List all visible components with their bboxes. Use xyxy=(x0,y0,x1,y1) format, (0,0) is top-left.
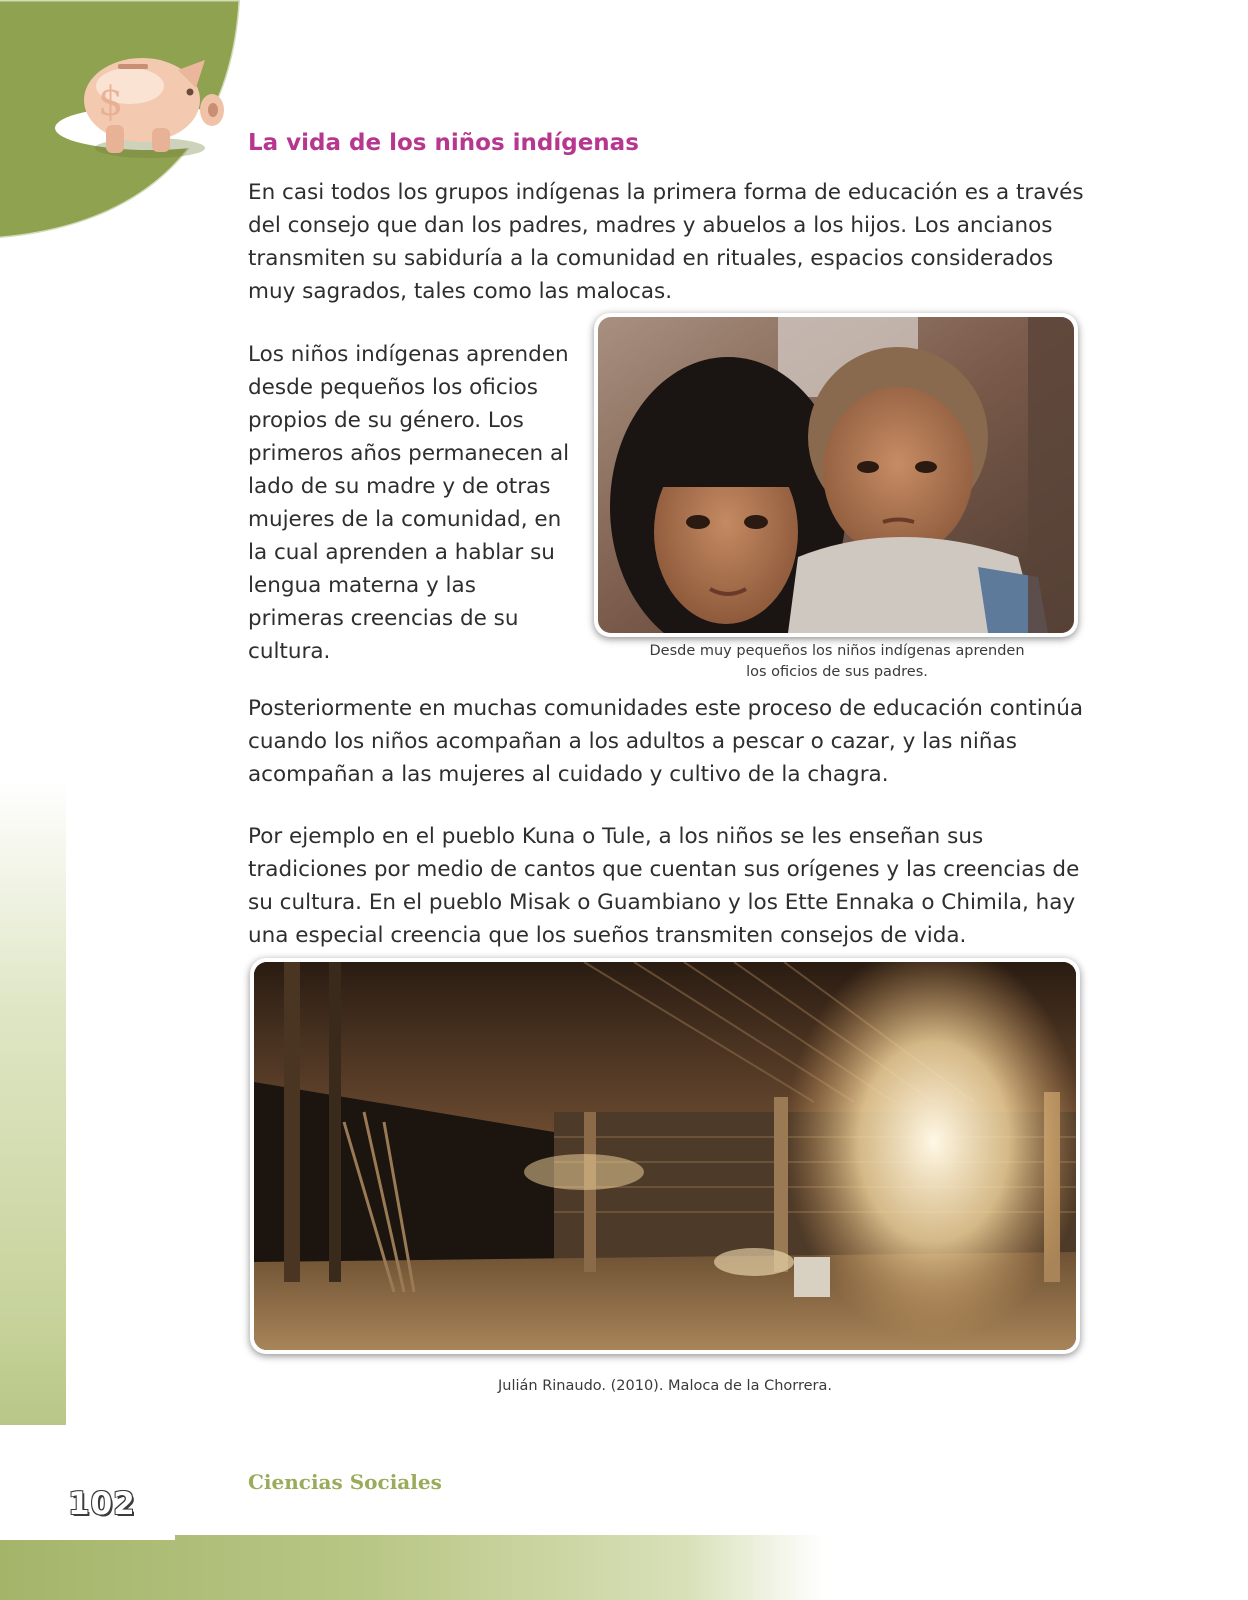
page-number: 102 xyxy=(68,1486,136,1522)
paragraph-examples: Por ejemplo en el pueblo Kuna o Tule, a los niños se les enseñan sus tradiciones por medio de cantos que cuentan sus orígenes y las creencias de su cultura. En el pueblo Misak o Guambiano y los Ette Ennaka o Chimila, hay una especial creencia que los sueños transmiten consejos de vida. xyxy=(248,824,1080,948)
page-number-tab xyxy=(0,1425,175,1540)
caption-maloca-photo: Julián Rinaudo. (2010). Maloca de la Chorrera. xyxy=(498,1378,832,1394)
photo-children xyxy=(594,313,1078,637)
paragraph-later-education: Posteriormente en muchas comunidades este proceso de educación continúa cuando los niños acompañan a los adultos a pescar o cazar, y las niñas acompañan a las mujeres al cuidado y cultivo de la chagra. xyxy=(248,696,1084,787)
caption-children-photo: Desde muy pequeños los niños indígenas aprenden los oficios de sus padres. xyxy=(649,643,1025,680)
paragraph-learning: Los niños indígenas aprenden desde pequeños los oficios propios de su género. Los primeros años permanecen al lado de su madre y de otras mujeres de la comunidad, en la cual aprenden a hablar su lengua materna y las primeras creencias de su cultura. xyxy=(248,342,570,664)
section-title: La vida de los niños indígenas xyxy=(248,130,639,156)
footer-subject: Ciencias Sociales xyxy=(248,1470,442,1494)
paragraph-intro: En casi todos los grupos indígenas la primera forma de educación es a través del consejo que dan los padres, madres y abuelos a los hijos. Los ancianos transmiten su sabiduría a la comunidad en rituales, espacios considerados muy sagrados, tales como las malocas. xyxy=(248,180,1084,304)
bottom-decorative-band xyxy=(0,1535,1248,1600)
corner-decoration xyxy=(0,0,250,245)
svg-text:$: $ xyxy=(98,79,124,125)
maloca-photo-image xyxy=(254,962,1076,1350)
children-photo-image xyxy=(598,317,1074,633)
photo-maloca xyxy=(250,958,1080,1354)
